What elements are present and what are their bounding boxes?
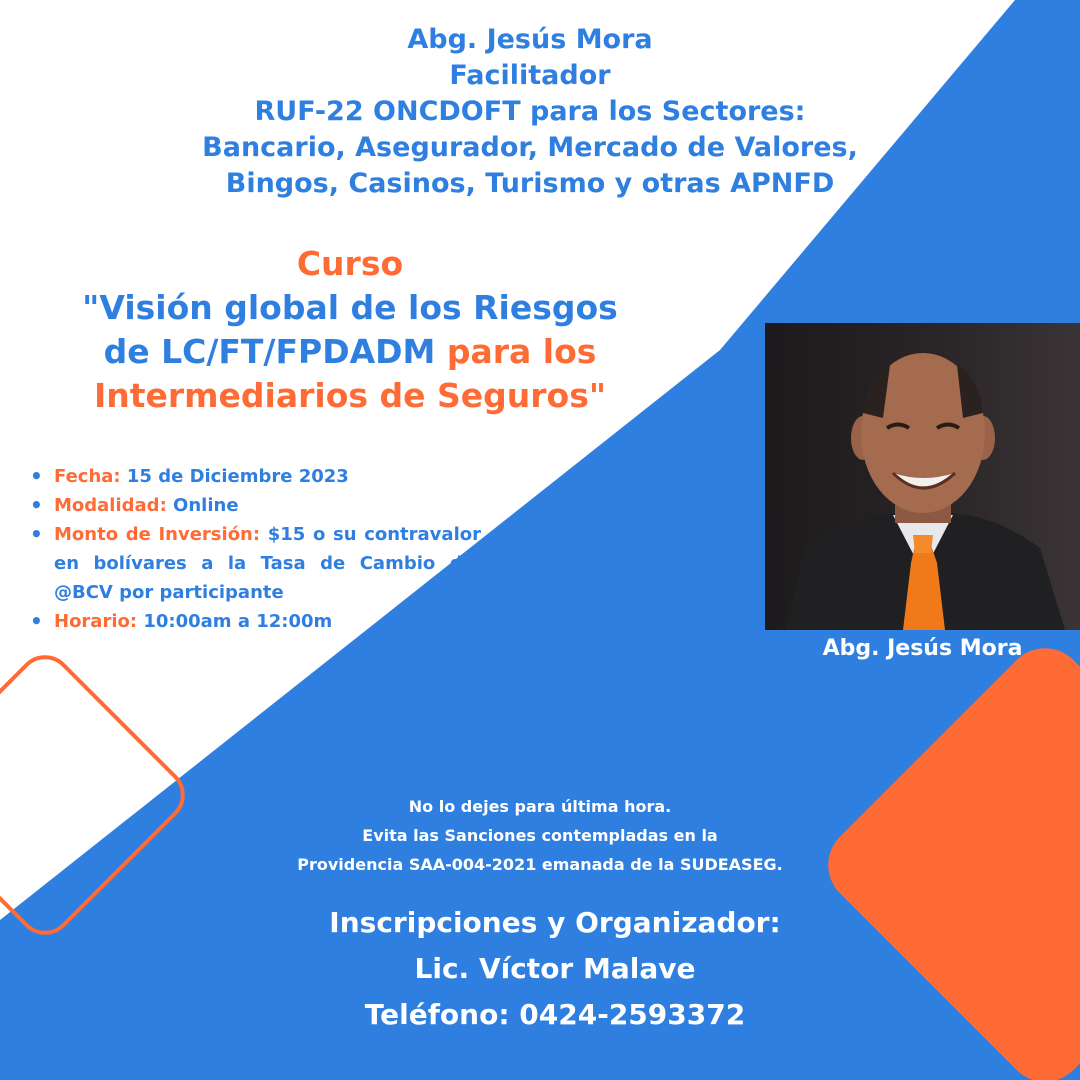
header-line-5: Bingos, Casinos, Turismo y otras APNFD — [225, 168, 835, 199]
detail-schedule-label: Horario: — [54, 611, 138, 632]
organizer-name: Lic. Víctor Malave — [414, 952, 696, 985]
deadline-notice — [290, 792, 790, 879]
course-title-line-2-orange: para los — [446, 332, 597, 371]
course-details-list — [26, 462, 481, 636]
detail-price-value: $15 o su contravalor en bolívares a la Tasa de Cambio del @BCV por participante — [54, 524, 481, 603]
course-title-line-1: "Visión global de los Riesgos — [82, 288, 618, 327]
facilitator-role: Facilitador — [449, 60, 611, 91]
contact-heading: Inscripciones y Organizador: — [329, 906, 781, 939]
detail-price-label: Monto de Inversión: — [54, 524, 261, 545]
course-title-line-2 — [20, 330, 680, 374]
detail-date-label: Fecha: — [54, 466, 121, 487]
facilitator-header — [130, 22, 930, 202]
course-title-line-3: Intermediarios de Seguros" — [93, 376, 607, 415]
photo-caption: Abg. Jesús Mora — [822, 636, 1023, 661]
detail-mode — [26, 491, 481, 520]
course-block — [20, 242, 680, 418]
facilitator-name: Abg. Jesús Mora — [407, 24, 653, 55]
detail-mode-value: Online — [173, 495, 239, 516]
detail-schedule-value: 10:00am a 12:00m — [143, 611, 333, 632]
header-line-3: RUF-22 ONCDOFT para los Sectores: — [254, 96, 806, 127]
detail-mode-label: Modalidad: — [54, 495, 167, 516]
detail-date — [26, 462, 481, 491]
course-label: Curso — [296, 244, 404, 283]
portrait-illustration — [765, 323, 1080, 630]
detail-schedule — [26, 607, 481, 636]
course-title-line-2-blue: de LC/FT/FPDADM — [103, 332, 447, 371]
notice-line-2: Evita las Sanciones contempladas en la — [362, 826, 718, 845]
facilitator-photo — [765, 323, 1080, 630]
notice-line-1: No lo dejes para última hora. — [408, 797, 672, 816]
detail-date-value: 15 de Diciembre 2023 — [126, 466, 349, 487]
header-line-4: Bancario, Asegurador, Mercado de Valores, — [202, 132, 858, 163]
contact-block — [255, 900, 855, 1038]
organizer-phone: Teléfono: 0424-2593372 — [364, 998, 746, 1031]
notice-line-3: Providencia SAA-004-2021 emanada de la SUDEASEG. — [297, 855, 783, 874]
detail-price — [26, 520, 481, 607]
